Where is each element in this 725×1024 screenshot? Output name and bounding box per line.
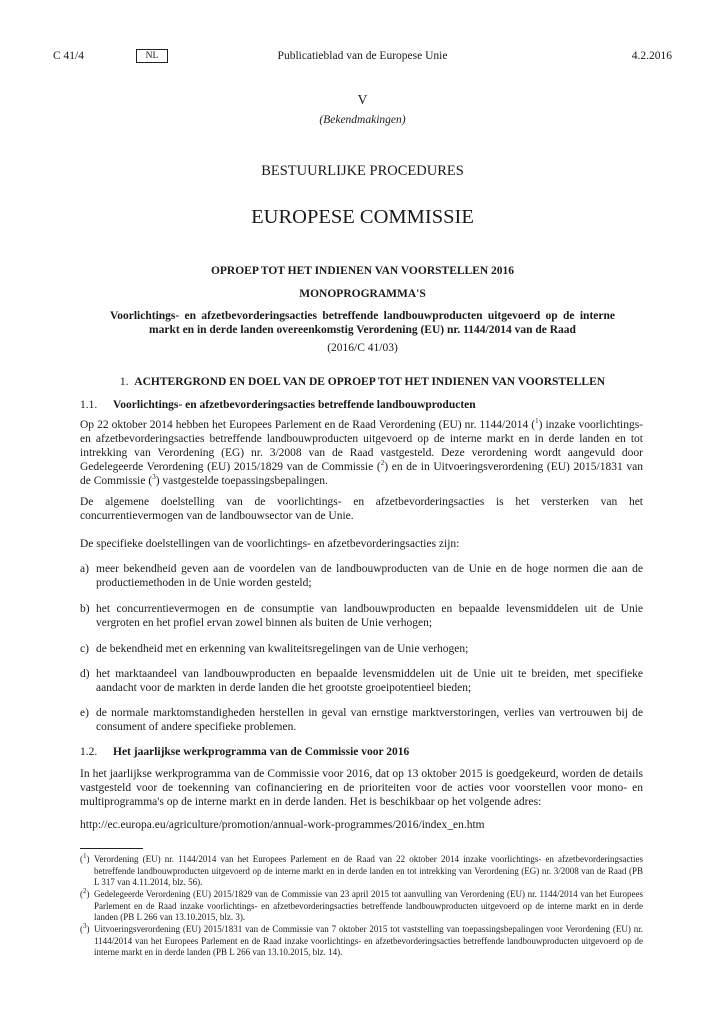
heading-1-2-number: 1.2.: [80, 746, 98, 758]
objective-item: [80, 642, 643, 656]
objective-label: a): [80, 563, 89, 575]
page-reference: C 41/4: [53, 50, 84, 62]
institution-heading: EUROPESE COMMISSIE: [251, 206, 474, 228]
publication-title: Publicatieblad van de Europese Unie: [277, 50, 448, 62]
paragraph-specific-objectives: De specifieke doelstellingen van de voorlichtings- en afzetbevorderingsacties zijn:: [80, 538, 460, 550]
call-subject: Voorlichtings- en afzetbevorderingsacties betreffende landbouwproducten uitgevoerd op de interne markt en in derde landen overeenkomstig Verordening (EU) nr. 1144/2014 van de Raad: [110, 310, 615, 336]
footnote: [80, 854, 643, 889]
heading-1-number: 1.: [119, 376, 129, 388]
call-reference: (2016/C 41/03): [327, 342, 398, 354]
section-subtitle: (Bekendmakingen): [319, 114, 406, 126]
call-title: OPROEP TOT HET INDIENEN VAN VOORSTELLEN 2016: [210, 265, 515, 277]
objective-text: het marktaandeel van landbouwproducten en bepaalde levensmiddelen uit de Unie uit te breiden, met specifieke aandacht voor de markten in derde landen die het grootste groeipotentieel bieden;: [96, 668, 643, 694]
footnote-ref-1[interactable]: 1: [535, 417, 539, 426]
footnote-text: Gedelegeerde Verordening (EU) 2015/1829 van de Commissie van 23 april 2015 tot aanvulling van Verordening (EU) nr. 1144/2014 van het Europees Parlement en de Raad inzake voorlichtings- en afzetbevorderingsacties betreffende landbouwproducten uitgevoerd op de interne markt en in derde landen (PB L 266 van 13.10.2015, blz. 3).: [94, 889, 643, 922]
heading-1-1-number: 1.1.: [80, 399, 98, 411]
objective-label: d): [80, 668, 90, 680]
objective-text: de bekendheid met en erkenning van kwaliteitsregelingen van de Unie verhogen;: [96, 643, 469, 655]
objective-item: [80, 602, 643, 630]
footnote-text: Verordening (EU) nr. 1144/2014 van het Europees Parlement en de Raad van 22 oktober 2014 inzake voorlichtings- en afzetbevorderingsacties betreffende landbouwproducten uitgevoerd op de interne markt en in derde landen en tot intrekking van Verordening (EG) nr. 3/2008 van de Raad (PB L 317 van 4.11.2014, blz. 56).: [94, 854, 643, 887]
objective-label: b): [80, 603, 90, 615]
work-programme-link[interactable]: http://ec.europa.eu/agriculture/promotion/annual-work-programmes/2016/index_en.htm: [80, 819, 485, 831]
heading-1-1-text: Voorlichtings- en afzetbevorderingsacties betreffende landbouwproducten: [113, 399, 476, 411]
objective-text: de normale marktomstandigheden herstellen in geval van ernstige marktverstoringen, verlies van vertrouwen bij de consument of andere specifieke problemen.: [96, 707, 643, 733]
heading-1: [53, 376, 672, 388]
section-number: V: [357, 92, 368, 107]
heading-1-text: ACHTERGROND EN DOEL VAN DE OPROEP TOT HET INDIENEN VAN VOORSTELLEN: [134, 376, 606, 388]
footnote-label: ($^2$): [80, 887, 90, 899]
objective-item: [80, 667, 643, 695]
objective-item: [80, 706, 643, 734]
footnote-ref-2[interactable]: 2: [380, 459, 385, 468]
paragraph-work-programme: In het jaarlijkse werkprogramma van de Commissie voor 2016, dat op 13 oktober 2015 is goedgekeurd, worden de details vastgesteld voor de toekenning van cofinanciering en de prioriteiten voor de acties voor voorstellen voor mono- en multiprogramma's op de interne markt en in derde landen. Het is beschikbaar op het volgende adres:: [80, 768, 643, 808]
footnote: [80, 924, 643, 959]
objective-text: meer bekendheid geven aan de voordelen van de landbouwproducten van de Unie en de hoge normen die aan de productiemethoden in de Unie worden gesteld;: [96, 563, 643, 589]
objective-text: het concurrentievermogen en de consumptie van landbouwproducten en bepaalde levensmiddelen uit de Unie vergroten en het profiel ervan zowel binnen als buiten de Unie verhogen;: [96, 603, 643, 629]
paragraph-background: Op 22 oktober 2014 hebben het Europees Parlement en de Raad Verordening (EU) nr. 1144/2014 ($^1$) inzake voorlichtings- en afzetbevorderingsacties betreffende landbouwproducten uitgevoerd op de interne markt en in derde landen en tot intrekking van Verordening (EG) nr. 3/2008 van de Raad vastgesteld. Deze verordening wordt aangevuld door Gedelegeerde Verordening (EU) 2015/1829 van de Commissie ($^2$) en de in Uitvoeringsverordening (EU) 2015/1831 van de Commissie ($^3$) vastgestelde toepassingsbepalingen.: [80, 417, 643, 487]
objective-label: e): [80, 707, 89, 719]
footnote-text: Uitvoeringsverordening (EU) 2015/1831 van de Commissie van 7 oktober 2015 tot vaststelling van toepassingsbepalingen voor Verordening (EU) nr. 1144/2014 van het Europees Parlement en de Raad inzake voorlichtings- en afzetbevorderingsacties betreffende landbouwproducten uitgevoerd op de interne markt en in derde landen (PB L 266 van 13.10.2015, blz. 14).: [94, 924, 643, 957]
footnote-separator: [80, 848, 143, 849]
footnote-label: ($^3$): [80, 922, 90, 934]
paragraph-general-objective: De algemene doelstelling van de voorlichtings- en afzetbevorderingsacties is het versterken van het concurrentievermogen van de landbouwsector van de Unie.: [80, 496, 643, 522]
language-badge: NL: [136, 49, 168, 63]
footnote-ref-3[interactable]: 3: [152, 473, 156, 482]
running-header: [53, 50, 672, 66]
heading-1-2-text: Het jaarlijkse werkprogramma van de Commissie voor 2016: [113, 746, 410, 758]
programme-type: MONOPROGRAMMA'S: [299, 288, 426, 300]
publication-date: 4.2.2016: [631, 50, 672, 62]
procedures-heading: BESTUURLIJKE PROCEDURES: [261, 163, 464, 179]
objective-item: [80, 562, 643, 590]
footnote-label: ($^1$): [80, 852, 90, 864]
objective-label: c): [80, 643, 89, 655]
footnote: [80, 889, 643, 924]
